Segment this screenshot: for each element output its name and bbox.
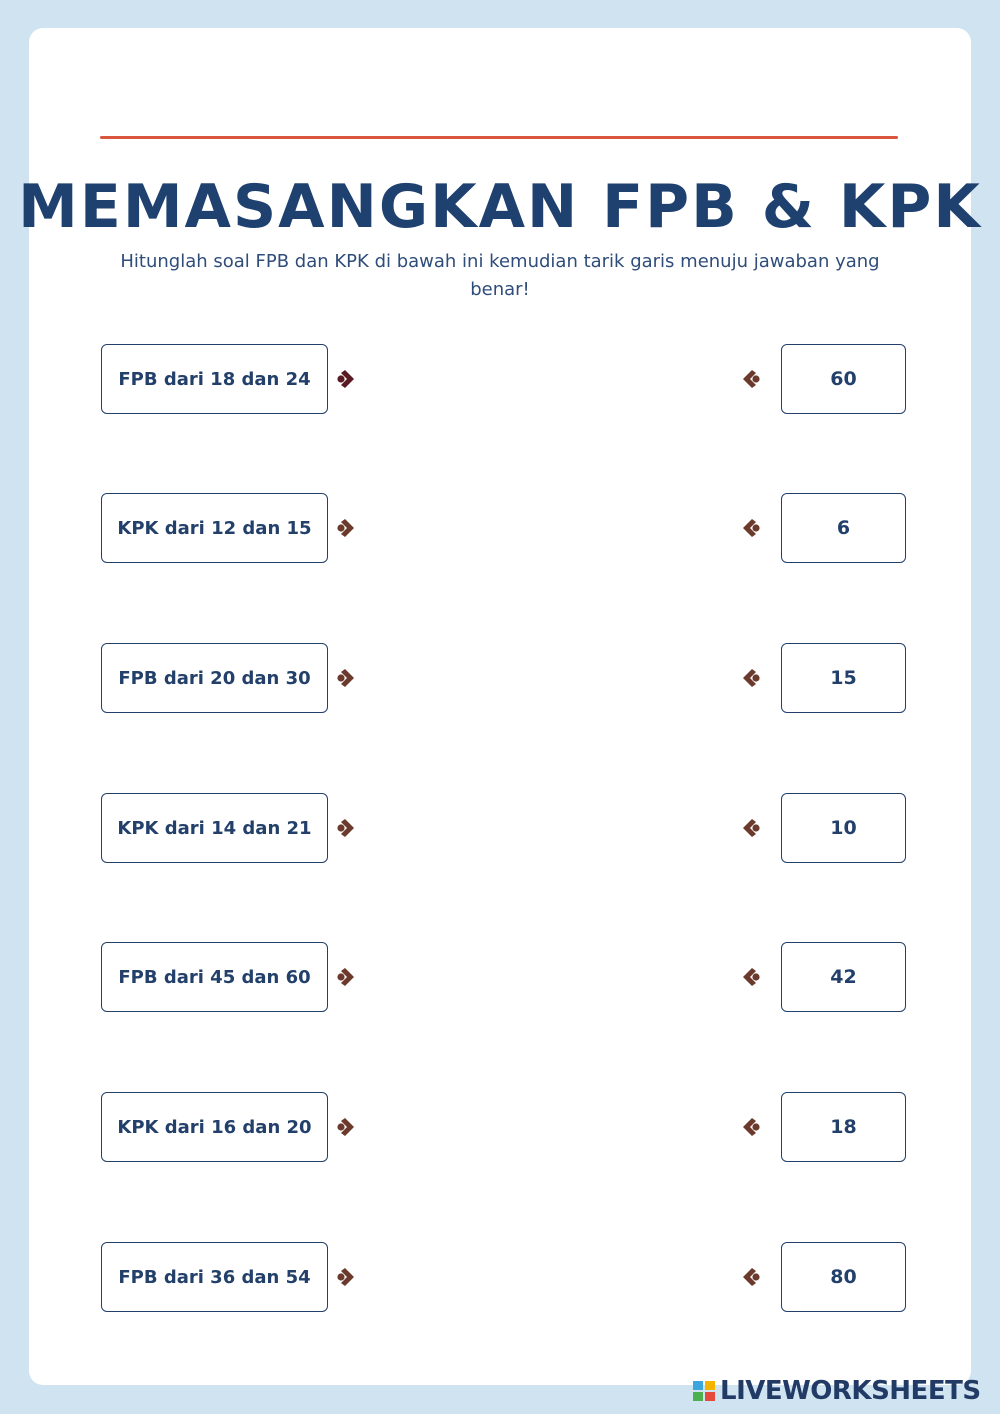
question-box[interactable]: KPK dari 16 dan 20 bbox=[101, 1092, 328, 1162]
arrow-right-icon[interactable] bbox=[335, 1265, 359, 1289]
arrow-right-icon[interactable] bbox=[335, 666, 359, 690]
arrow-left-icon[interactable] bbox=[738, 1115, 762, 1139]
question-box[interactable]: FPB dari 18 dan 24 bbox=[101, 344, 328, 414]
arrow-left-icon[interactable] bbox=[738, 816, 762, 840]
arrow-left-icon[interactable] bbox=[738, 367, 762, 391]
answer-box[interactable]: 6 bbox=[781, 493, 906, 563]
question-box[interactable]: FPB dari 20 dan 30 bbox=[101, 643, 328, 713]
footer-brand bbox=[692, 1376, 981, 1406]
arrow-right-icon[interactable] bbox=[335, 367, 359, 391]
question-box[interactable]: FPB dari 36 dan 54 bbox=[101, 1242, 328, 1312]
instructions: Hitunglah soal FPB dan KPK di bawah ini kemudian tarik garis menuju jawaban yang benar! bbox=[120, 251, 880, 300]
answer-box[interactable]: 15 bbox=[781, 643, 906, 713]
arrow-left-icon[interactable] bbox=[738, 965, 762, 989]
footer-brand-text: LIVEWORKSHEETS bbox=[720, 1376, 981, 1406]
page-title: MEMASANGKAN FPB & KPK bbox=[18, 172, 982, 242]
arrow-right-icon[interactable] bbox=[335, 816, 359, 840]
question-box[interactable]: FPB dari 45 dan 60 bbox=[101, 942, 328, 1012]
arrow-left-icon[interactable] bbox=[738, 1265, 762, 1289]
answer-box[interactable]: 60 bbox=[781, 344, 906, 414]
arrow-left-icon[interactable] bbox=[738, 666, 762, 690]
answer-box[interactable]: 42 bbox=[781, 942, 906, 1012]
arrow-right-icon[interactable] bbox=[335, 1115, 359, 1139]
answer-box[interactable]: 80 bbox=[781, 1242, 906, 1312]
liveworksheets-logo-icon bbox=[692, 1379, 716, 1403]
question-box[interactable]: KPK dari 14 dan 21 bbox=[101, 793, 328, 863]
question-box[interactable]: KPK dari 12 dan 15 bbox=[101, 493, 328, 563]
answer-box[interactable]: 18 bbox=[781, 1092, 906, 1162]
answer-box[interactable]: 10 bbox=[781, 793, 906, 863]
top-divider bbox=[100, 136, 898, 139]
arrow-left-icon[interactable] bbox=[738, 516, 762, 540]
arrow-right-icon[interactable] bbox=[335, 965, 359, 989]
arrow-right-icon[interactable] bbox=[335, 516, 359, 540]
